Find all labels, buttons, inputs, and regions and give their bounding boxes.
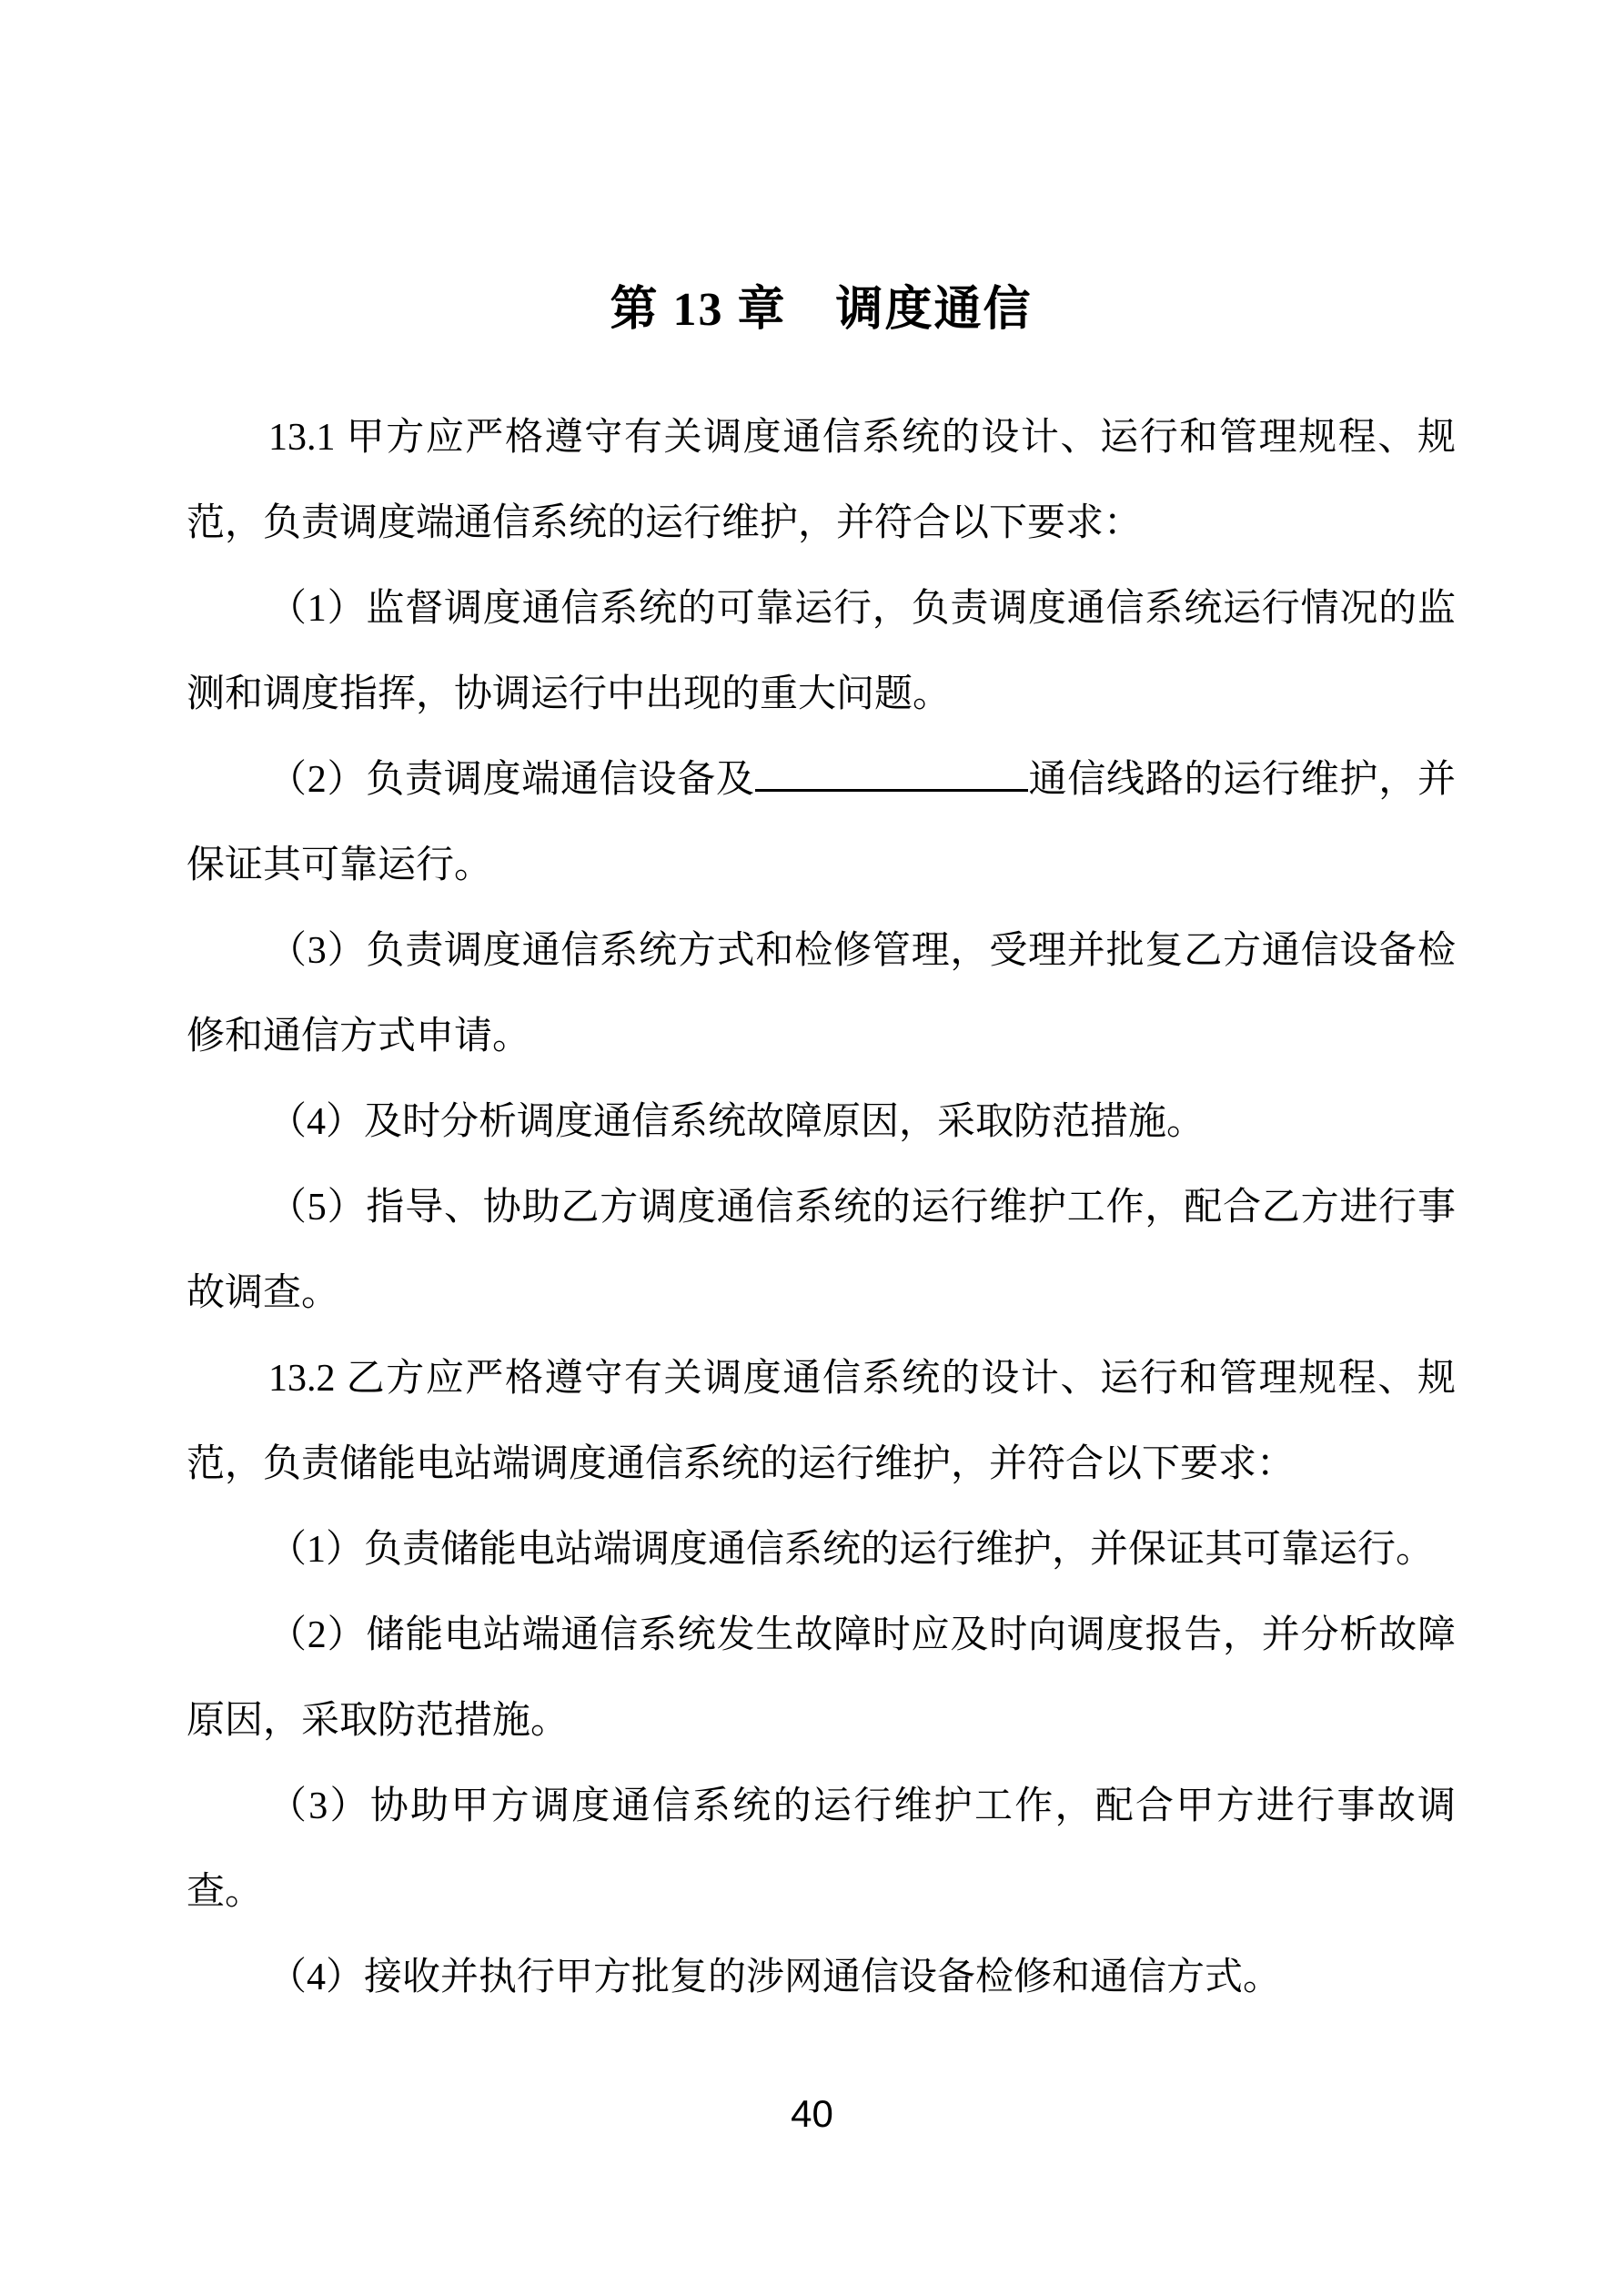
clause-paragraph: （1）监督调度通信系统的可靠运行，负责调度通信系统运行情况的监测和调度指挥，协调运行中出现的重大问题。 [187, 588, 1456, 715]
fill-in-blank [755, 785, 1028, 792]
clause-list [187, 395, 1456, 2020]
clause-paragraph: （4）及时分析调度通信系统故障原因，采取防范措施。 [268, 1101, 1205, 1143]
clause-paragraph: （4）接收并执行甲方批复的涉网通信设备检修和通信方式。 [268, 1957, 1282, 1998]
clause-paragraph: （5）指导、协助乙方调度通信系统的运行维护工作，配合乙方进行事故调查。 [187, 1187, 1456, 1314]
page-content [187, 0, 1456, 2020]
clause-text-before-blank: （2）负责调度端通信设备及 [268, 759, 755, 801]
chapter-title: 第 13 章 调度通信 [610, 284, 1033, 336]
clause-paragraph: （1）负责储能电站端调度通信系统的运行维护，并保证其可靠运行。 [268, 1529, 1435, 1571]
clause-paragraph: （2）储能电站端通信系统发生故障时应及时向调度报告，并分析故障原因，采取防范措施。 [187, 1614, 1456, 1742]
clause-paragraph [187, 737, 1456, 908]
clause-paragraph: 13.2 乙方应严格遵守有关调度通信系统的设计、运行和管理规程、规范，负责储能电站端调度通信系统的运行维护，并符合以下要求： [187, 1358, 1456, 1485]
page-number: 40 [791, 2092, 833, 2135]
clause-paragraph: （3）协助甲方调度通信系统的运行维护工作，配合甲方进行事故调查。 [187, 1785, 1456, 1913]
clause-text-after-blank: 通信线路的运行维护，并保证其可靠运行。 [187, 759, 1456, 886]
clause-paragraph: （3）负责调度通信系统方式和检修管理，受理并批复乙方通信设备检修和通信方式申请。 [187, 930, 1456, 1057]
clause-paragraph: 13.1 甲方应严格遵守有关调度通信系统的设计、运行和管理规程、规范，负责调度端通信系统的运行维护，并符合以下要求： [187, 417, 1456, 544]
